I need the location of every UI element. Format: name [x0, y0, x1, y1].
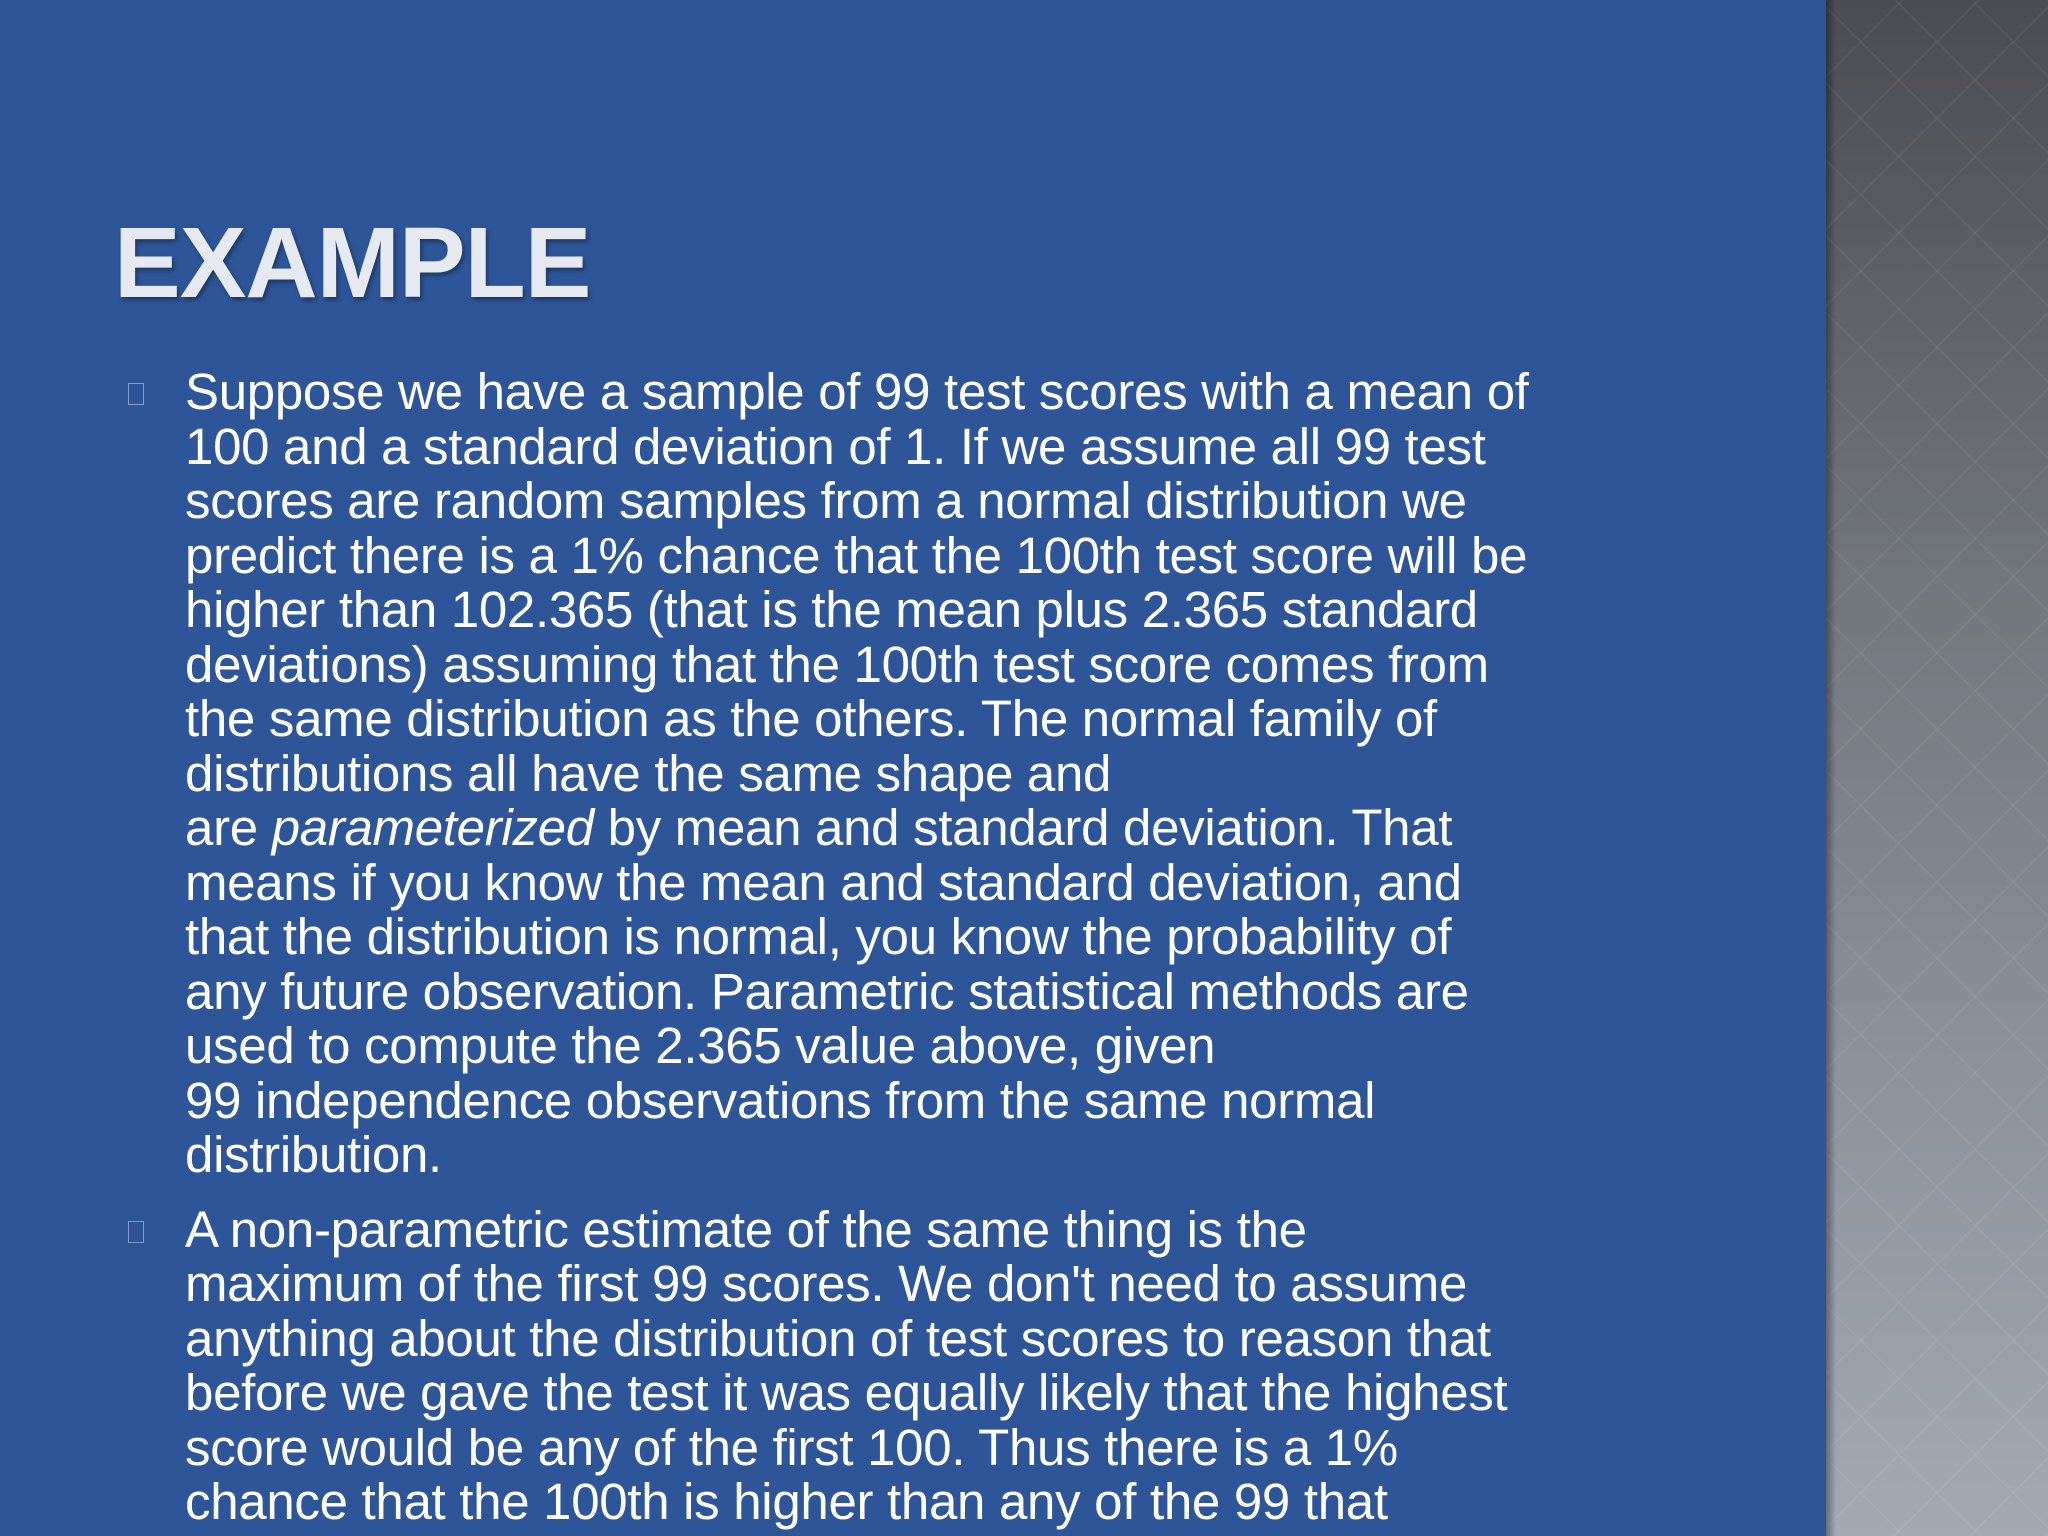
text-line: anything about the distribution of test scores to reason that: [185, 1309, 1491, 1367]
text-line: maximum of the first 99 scores. We don't need to assume: [185, 1255, 1468, 1312]
square-bullet-icon: [128, 1221, 144, 1243]
text-line: A non-parametric estimate of the same thing is the: [185, 1200, 1307, 1258]
text-line: any future observation. Parametric statistical methods are: [185, 962, 1469, 1020]
text-line: deviations) assuming that the 100th test score comes from: [185, 635, 1489, 693]
bullet-item-nonparametric: [124, 1200, 1724, 1530]
decorative-side-panel: [1826, 0, 2048, 1536]
bullet-list: [124, 365, 1724, 1536]
text-line: predict there is a 1% chance that the 100th test score will be: [185, 526, 1528, 584]
text-line: 99 independence observations from the same normal: [185, 1071, 1376, 1129]
text-line: used to compute the 2.365 value above, given: [185, 1017, 1216, 1074]
text-segment: by mean and standard deviation. That: [593, 799, 1453, 856]
text-line: distribution.: [185, 1126, 442, 1183]
text-line: 100 and a standard deviation of 1. If we assume all 99 test: [185, 417, 1486, 475]
text-line-with-italic: [185, 801, 1724, 856]
text-line: before we gave the test it was equally likely that the highest: [185, 1364, 1508, 1421]
text-line: scores are random samples from a normal distribution we: [185, 472, 1467, 529]
text-line: means if you know the mean and standard deviation, and: [185, 853, 1462, 911]
text-line: that the distribution is normal, you know the probability of: [185, 908, 1452, 965]
text-line: score would be any of the first 100. Thus there is a 1%: [185, 1418, 1398, 1476]
text-line: Suppose we have a sample of 99 test scores with a mean of: [185, 363, 1529, 420]
text-line: chance that the 100th is higher than any of the 99 that: [185, 1473, 1388, 1530]
text-line: distributions all have the same shape and: [185, 744, 1112, 802]
bullet-text: [185, 365, 1724, 1183]
slide-title: EXAMPLE: [114, 207, 591, 319]
text-line: the same distribution as the others. The normal family of: [185, 690, 1437, 747]
bullet-item-parametric: [124, 365, 1724, 1183]
italic-term: parameterized: [271, 799, 594, 856]
bullet-text: [185, 1200, 1724, 1530]
text-segment: are: [185, 799, 272, 856]
text-line: higher than 102.365 (that is the mean plus 2.365 standard: [185, 581, 1478, 638]
square-bullet-icon: [128, 383, 144, 405]
